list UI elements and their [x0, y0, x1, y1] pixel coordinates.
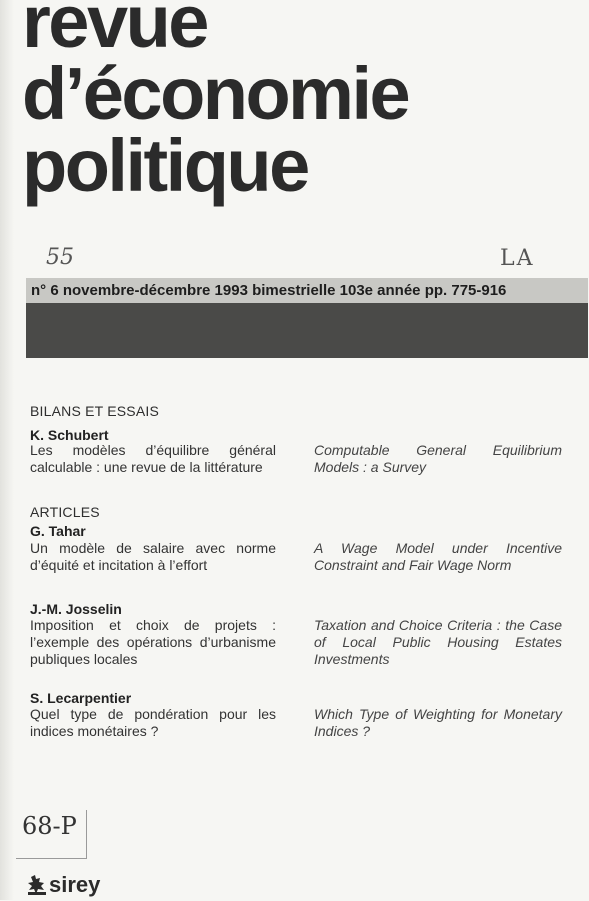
article-title-fr: Un modèle de salaire avec norme d’équité et incitation à l’effort	[30, 540, 276, 573]
scan-edge	[0, 0, 14, 900]
article-author: K. Schubert	[30, 427, 109, 443]
journal-title-line: d’économie	[22, 52, 409, 135]
journal-title	[22, 0, 409, 207]
section-heading-articles: ARTICLES	[30, 504, 100, 520]
decorative-band	[26, 303, 588, 358]
journal-title-line: revue	[22, 0, 207, 63]
article-author: S. Lecarpentier	[30, 690, 132, 706]
article-title-en: A Wage Model under Incentive Constraint and Fair Wage Norm	[314, 540, 562, 573]
section-heading-bilans: BILANS ET ESSAIS	[30, 403, 159, 419]
article-title-en: Which Type of Weighting for Monetary Indices ?	[314, 706, 562, 739]
handwritten-note-left: 55	[46, 245, 74, 270]
handwritten-note-right: LA	[500, 246, 535, 271]
journal-title-line: politique	[22, 124, 308, 207]
article-title-fr: Les modèles d’équilibre général calculable : une revue de la littérature	[30, 442, 276, 475]
article-author: G. Tahar	[30, 523, 86, 539]
article-title-en: Taxation and Choice Criteria : the Case of Local Public Housing Estates Investments	[314, 617, 562, 667]
publisher-logo	[28, 872, 100, 898]
publisher-name: sirey	[49, 872, 101, 897]
article-author: J.-M. Josselin	[30, 601, 122, 617]
issue-info-bar: n° 6 novembre-décembre 1993 bimestrielle 103e année pp. 775-916	[26, 278, 588, 303]
article-title-fr: Imposition et choix de projets : l’exemple des opérations d’urbanisme publiques locales	[30, 617, 276, 667]
article-title-en: Computable General Equilibrium Models : a Survey	[314, 442, 562, 475]
rooster-icon	[28, 875, 46, 895]
article-title-fr: Quel type de pondération pour les indices monétaires ?	[30, 706, 276, 739]
library-stamp-text: 68-P	[22, 812, 77, 840]
